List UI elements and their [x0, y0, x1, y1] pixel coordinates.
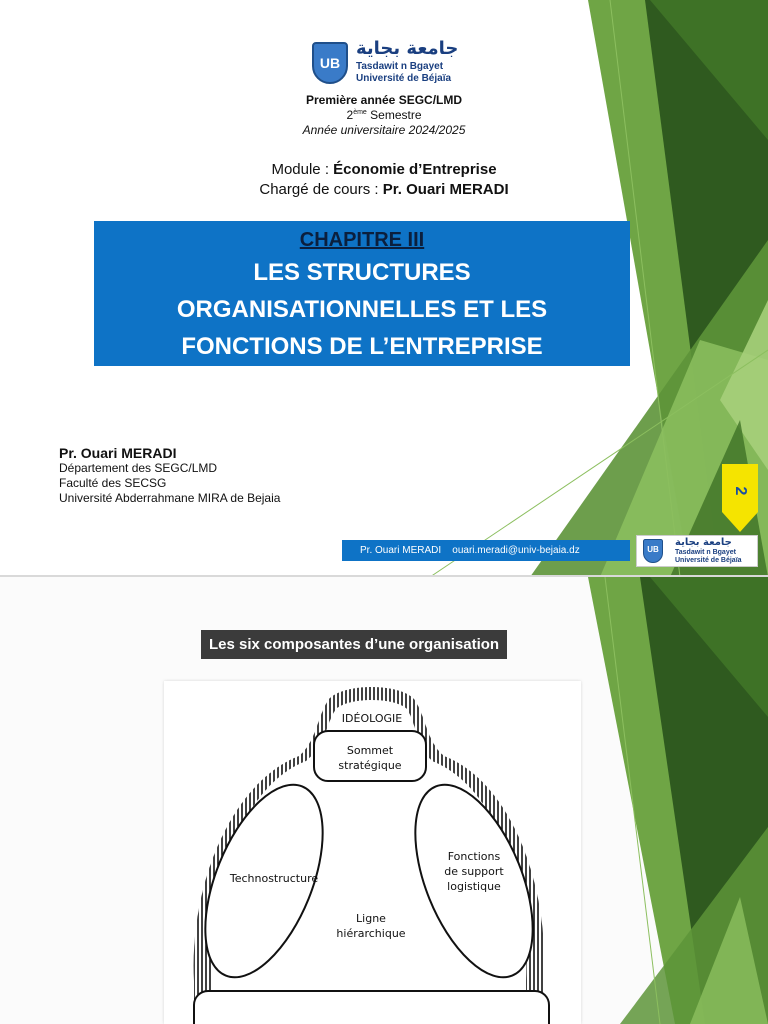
footer-logo-arabic: جامعة بجاية — [675, 537, 732, 548]
strategic-apex-label — [314, 743, 426, 773]
page-number-badge — [722, 464, 758, 532]
ideology-label: IDÉOLOGIE — [341, 712, 403, 725]
chapter-title — [94, 254, 630, 365]
logo-kabyle-text: Tasdawit n Bgayet — [356, 61, 444, 72]
footer-university-logo — [636, 535, 758, 567]
footer-shield-icon: UB — [643, 539, 663, 563]
slide-title: Les six composantes d’une organisation — [201, 630, 507, 659]
footer-logo-french: Université de Béjaïa — [675, 557, 742, 564]
university-shield-icon: UB — [312, 42, 348, 84]
support-staff-line: Fonctions — [447, 850, 501, 863]
module-value: Économie d’Entreprise — [333, 161, 497, 178]
footer-bar — [342, 540, 630, 561]
content-slide — [0, 577, 768, 1024]
university-logo — [312, 40, 462, 88]
strategic-apex-line: stratégique — [338, 759, 402, 772]
support-staff-line: de support — [444, 865, 504, 878]
page-number: 2 — [732, 486, 749, 496]
operational-core-box — [194, 991, 549, 1024]
middle-line-line: Ligne — [356, 912, 386, 925]
author-block — [59, 445, 280, 506]
author-university: Université Abderrahmane MIRA de Bejaia — [59, 491, 281, 505]
chapter-title-line: LES STRUCTURES — [253, 259, 471, 286]
semester-number: 2 — [346, 108, 354, 122]
middle-line-line: hiérarchique — [336, 927, 406, 940]
chapter-title-line: ORGANISATIONNELLES ET LES — [176, 296, 548, 323]
module-label: Module : — [271, 161, 334, 178]
logo-arabic-text: جامعة بجاية — [356, 38, 459, 59]
chapter-title-box — [94, 221, 630, 366]
middle-line-label — [321, 911, 421, 941]
lecturer-label: Chargé de cours : — [259, 181, 383, 198]
author-name: Pr. Ouari MERADI — [59, 445, 177, 461]
lecturer-value: Pr. Ouari MERADI — [382, 181, 509, 198]
footer-name: Pr. Ouari MERADI — [360, 545, 442, 556]
support-staff-label — [419, 849, 529, 894]
logo-french-text: Université de Béjaïa — [356, 73, 452, 84]
semester-word: Semestre — [366, 108, 422, 122]
support-staff-line: logistique — [447, 880, 501, 893]
author-faculty: Faculté des SECSG — [59, 476, 167, 490]
strategic-apex-line: Sommet — [346, 744, 394, 757]
program-line: Première année SEGC/LMD — [305, 93, 463, 107]
semester-line — [0, 108, 768, 122]
organization-diagram — [164, 681, 581, 1024]
footer-email[interactable]: ouari.meradi@univ-bejaia.dz — [452, 545, 580, 556]
chapter-label: CHAPITRE III — [299, 229, 425, 251]
semester-superscript: ème — [353, 109, 367, 116]
author-department: Département des SEGC/LMD — [59, 461, 218, 475]
chapter-title-line: FONCTIONS DE L’ENTREPRISE — [181, 333, 543, 360]
lecturer-line — [0, 181, 768, 198]
academic-year: Année universitaire 2024/2025 — [302, 123, 466, 137]
module-line — [0, 161, 768, 178]
technostructure-label: Technostructure — [229, 872, 319, 885]
footer-logo-kabyle: Tasdawit n Bgayet — [675, 549, 736, 556]
